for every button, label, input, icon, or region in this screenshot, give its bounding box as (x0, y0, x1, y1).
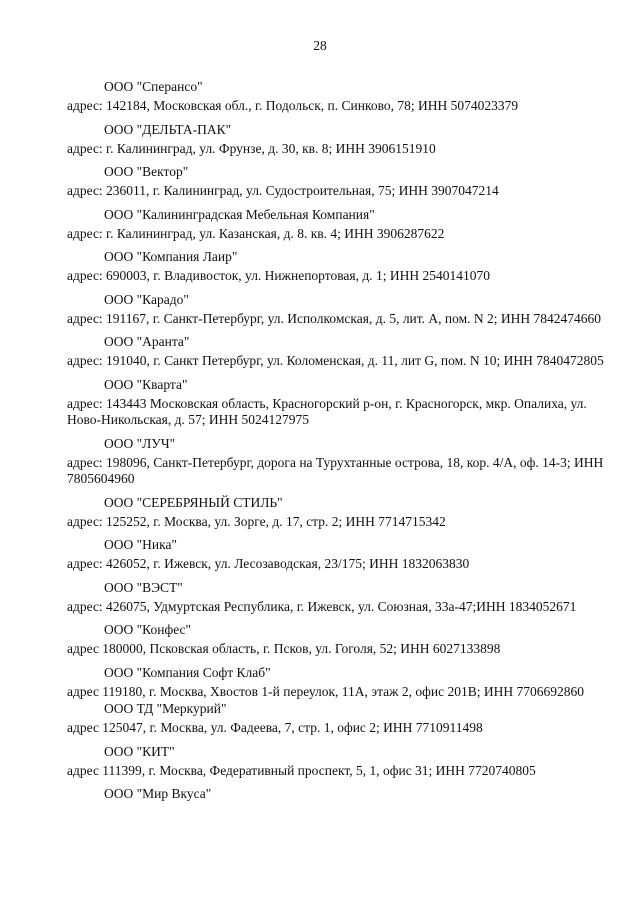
company-name: ООО ТД "Меркурий" (104, 701, 227, 716)
company-address: адрес: 426075, Удмуртская Республика, г. Ижевск, ул. Союзная, 33а-47;ИНН 1834052671 (67, 598, 577, 614)
company-entry (67, 744, 607, 780)
company-list (67, 79, 607, 802)
company-name: ООО "Вектор" (104, 164, 189, 179)
company-entry (67, 537, 607, 573)
company-name: ООО "Кварта" (104, 376, 188, 392)
company-entry (67, 622, 607, 658)
company-address: адрес 111399, г. Москва, Федеративный проспект, 5, 1, офис 31; ИНН 7720740805 (67, 762, 536, 778)
company-address: адрес: г. Калининград, ул. Фрунзе, д. 30, кв. 8; ИНН 3906151910 (67, 140, 436, 156)
company-name: ООО "ДЕЛЬТА-ПАК" (104, 121, 232, 137)
company-name: ООО "Сперансо" (104, 79, 203, 94)
company-address: адрес: 236011, г. Калининград, ул. Судостроительная, 75; ИНН 3907047214 (67, 183, 499, 198)
company-name: ООО "Компания Софт Клаб" (104, 664, 271, 680)
company-entry (67, 164, 607, 200)
company-entry (67, 495, 607, 531)
company-address: адрес: 426052, г. Ижевск, ул. Лесозаводская, 23/175; ИНН 1832063830 (67, 556, 470, 571)
company-address: адрес: 198096, Санкт-Петербург, дорога на Турухтанные острова, 18, кор. 4/А, оф. 14-3; ИНН 7805604960 (67, 454, 604, 486)
company-address: адрес: 143443 Московская область, Красногорский р-он, г. Красногорск, мкр. Опалиха, ул. Ново-Никольская, д. 57; ИНН 5024127975 (67, 395, 587, 427)
company-address: адрес: 142184, Московская обл., г. Подольск, п. Синково, 78; ИНН 5074023379 (67, 98, 519, 113)
page-number: 28 (313, 38, 327, 53)
company-name: ООО "Карадо" (104, 291, 189, 307)
company-address: адрес 180000, Псковская область, г. Псков, ул. Гоголя, 52; ИНН 6027133898 (67, 641, 501, 656)
company-name: ООО "СЕРЕБРЯНЫЙ СТИЛЬ" (104, 494, 283, 510)
company-address: адрес: 125252, г. Москва, ул. Зорге, д. 17, стр. 2; ИНН 7714715342 (67, 513, 446, 529)
company-entry (67, 79, 607, 115)
company-name: ООО "Калининградская Мебельная Компания" (104, 206, 375, 222)
company-name: ООО "Компания Лаир" (104, 249, 238, 264)
company-entry (67, 122, 607, 158)
company-entry (67, 436, 607, 488)
company-address: адрес 125047, г. Москва, ул. Фадеева, 7, стр. 1, офис 2; ИНН 7710911498 (67, 720, 483, 735)
company-entry (67, 334, 607, 370)
company-address: адрес: г. Калининград, ул. Казанская, д. 8. кв. 4; ИНН 3906287622 (67, 225, 445, 241)
company-entry (67, 580, 607, 616)
company-address: адрес: 191167, г. Санкт-Петербург, ул. Исполкомская, д. 5, лит. А, пом. N 2; ИНН 7842474660 (67, 310, 602, 326)
company-address: адрес: 191040, г. Санкт Петербург, ул. Коломенская, д. 11, лит G, пом. N 10; ИНН 7840472805 (67, 353, 604, 368)
company-entry (67, 701, 607, 737)
company-address: адрес: 690003, г. Владивосток, ул. Нижнепортовая, д. 1; ИНН 2540141070 (67, 268, 490, 283)
company-entry (67, 207, 607, 243)
company-entry (67, 786, 607, 802)
company-name: ООО "Аранта" (104, 334, 190, 349)
company-entry (67, 249, 607, 285)
company-entry (67, 665, 607, 701)
company-name: ООО "ЛУЧ" (104, 435, 176, 451)
company-name: ООО "КИТ" (104, 743, 175, 759)
company-entry (67, 377, 607, 429)
company-name: ООО "ВЭСТ" (104, 579, 183, 595)
company-name: ООО "Ника" (104, 537, 177, 552)
company-entry (67, 292, 607, 328)
company-address: адрес 119180, г. Москва, Хвостов 1-й переулок, 11А, этаж 2, офис 201В; ИНН 7706692860 (67, 683, 584, 699)
company-name: ООО "Конфес" (104, 622, 192, 637)
company-name: ООО "Мир Вкуса" (104, 786, 212, 801)
